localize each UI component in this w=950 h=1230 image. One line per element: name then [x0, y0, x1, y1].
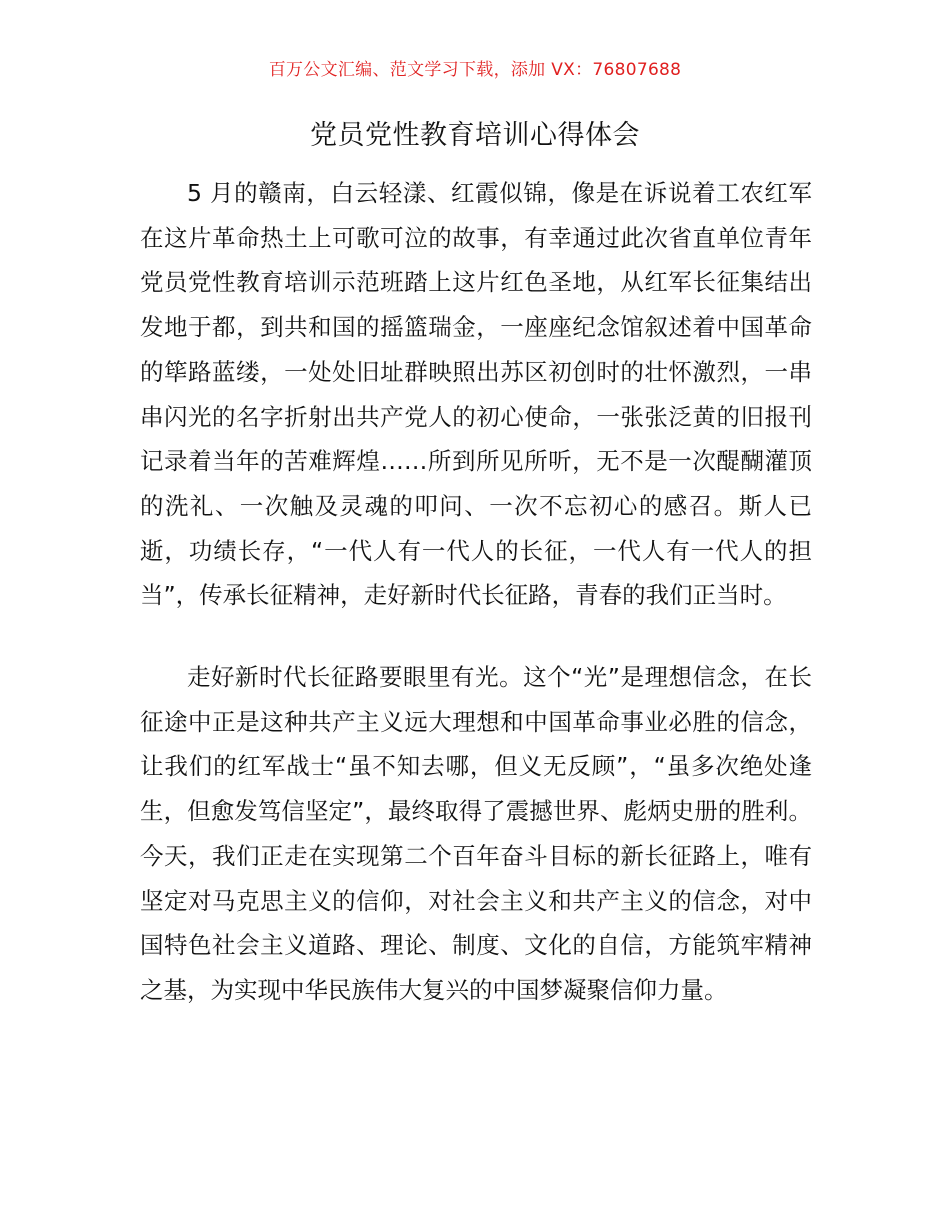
body-paragraph-1: 5 月的赣南，白云轻漾、红霞似锦，像是在诉说着工农红军在这片革命热土上可歌可泣的故事，有幸通过此次省直单位青年党员党性教育培训示范班踏上这片红色圣地，从红军长征集结出发地于都，到共和国的摇篮瑞金，一座座纪念馆叙述着中国革命的筚路蓝缕，一处处旧址群映照出苏区初创时的壮怀激烈，一串串闪光的名字折射出共产党人的初心使命，一张张泛黄的旧报刊记录着当年的苦难辉煌……所到所见所听，无不是一次醍醐灌顶的洗礼、一次触及灵魂的叩问、一次不忘初心的感召。斯人已逝，功绩长存，“一代人有一代人的长征，一代人有一代人的担当”，传承长征精神，走好新时代长征路，青春的我们正当时。 [140, 179, 812, 610]
document-title: 党员党性教育培训心得体会 [310, 120, 640, 151]
header-note: 百万公文汇编、范文学习下载，添加 VX：76807688 [268, 60, 682, 80]
body-paragraph-2: 走好新时代长征路要眼里有光。这个“光”是理想信念，在长征途中正是这种共产主义远大理想和中国革命事业必胜的信念，让我们的红军战士“虽不知去哪，但义无反顾”，“虽多次绝处逢生，但愈发笃信坚定”，最终取得了震撼世界、彪炳史册的胜利。今天，我们正走在实现第二个百年奋斗目标的新长征路上，唯有坚定对马克思主义的信仰，对社会主义和共产主义的信念，对中国特色社会主义道路、理论、制度、文化的自信，方能筑牢精神之基，为实现中华民族伟大复兴的中国梦凝聚信仰力量。 [140, 663, 812, 1004]
